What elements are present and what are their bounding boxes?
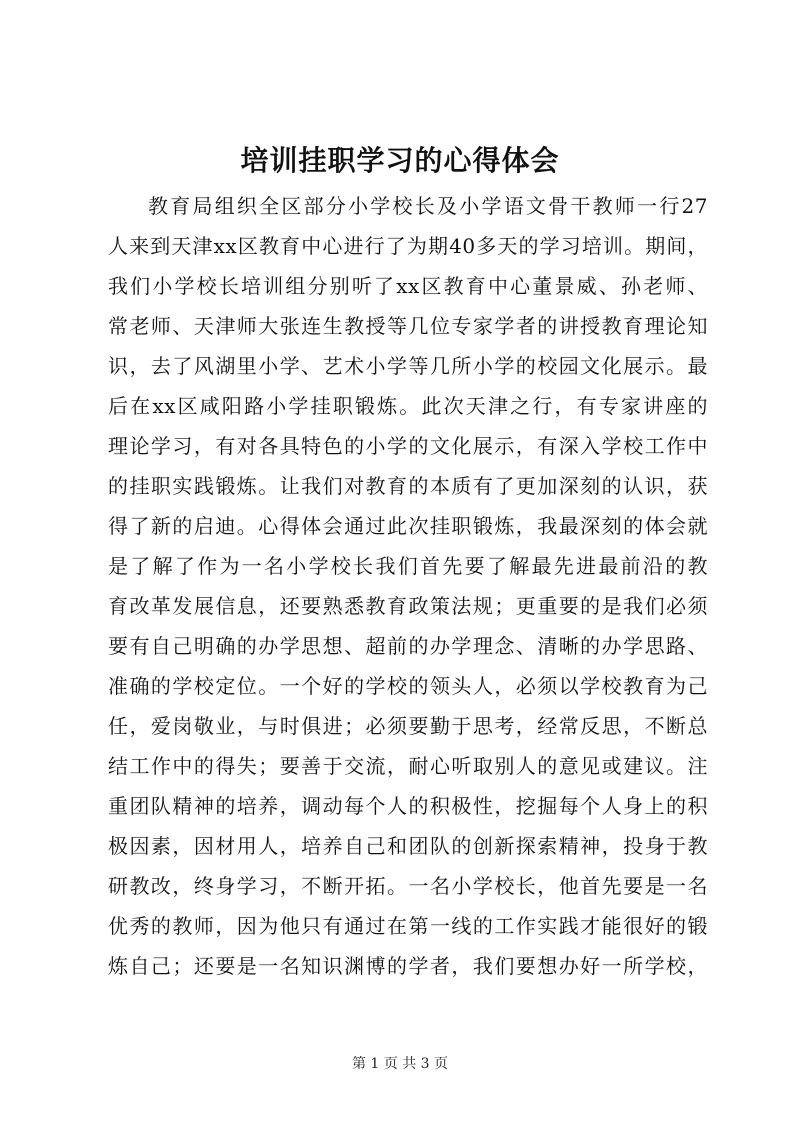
body-line: 结工作中的得失；要善于交流，耐心听取别人的意见或建议。注: [108, 754, 708, 778]
body-line: 后在xx区咸阳路小学挂职锻炼。此次天津之行，有专家讲座的: [108, 394, 708, 418]
body-line: 教育局组织全区部分小学校长及小学语文骨干教师一行27: [148, 194, 708, 218]
body-line: 育改革发展信息，还要熟悉教育政策法规；更重要的是我们必须: [108, 594, 708, 618]
body-line: 准确的学校定位。一个好的学校的领头人，必须以学校教育为己: [108, 674, 708, 698]
body-line: 炼自己；还要是一名知识渊博的学者，我们要想办好一所学校，: [108, 954, 708, 978]
body-line: 研教改，终身学习，不断开拓。一名小学校长，他首先要是一名: [108, 874, 708, 898]
body-line: 理论学习，有对各具特色的小学的文化展示，有深入学校工作中: [108, 434, 708, 458]
body-line: 人来到天津xx区教育中心进行了为期40多天的学习培训。期间，: [108, 234, 708, 258]
body-line: 极因素，因材用人，培养自己和团队的创新探索精神，投身于教: [108, 834, 708, 858]
document-body: [108, 186, 708, 986]
document-title: 培训挂职学习的心得体会: [240, 144, 560, 177]
body-line: 常老师、天津师大张连生教授等几位专家学者的讲授教育理论知: [108, 314, 708, 338]
body-line: 要有自己明确的办学思想、超前的办学理念、清晰的办学思路、: [108, 634, 708, 658]
body-line: 的挂职实践锻炼。让我们对教育的本质有了更加深刻的认识，获: [108, 474, 708, 498]
body-line: 得了新的启迪。心得体会通过此次挂职锻炼，我最深刻的体会就: [108, 514, 708, 538]
body-line: 我们小学校长培训组分别听了xx区教育中心董景威、孙老师、: [108, 274, 708, 298]
body-line: 是了解了作为一名小学校长我们首先要了解最先进最前沿的教: [108, 554, 708, 578]
body-line: 识，去了风湖里小学、艺术小学等几所小学的校园文化展示。最: [108, 354, 708, 378]
page-number: 第 1 页 共 3 页: [351, 1056, 449, 1072]
body-line: 重团队精神的培养，调动每个人的积极性，挖掘每个人身上的积: [108, 794, 708, 818]
body-line: 优秀的教师，因为他只有通过在第一线的工作实践才能很好的锻: [108, 914, 708, 938]
body-line: 任，爱岗敬业，与时俱进；必须要勤于思考，经常反思，不断总: [108, 714, 708, 738]
